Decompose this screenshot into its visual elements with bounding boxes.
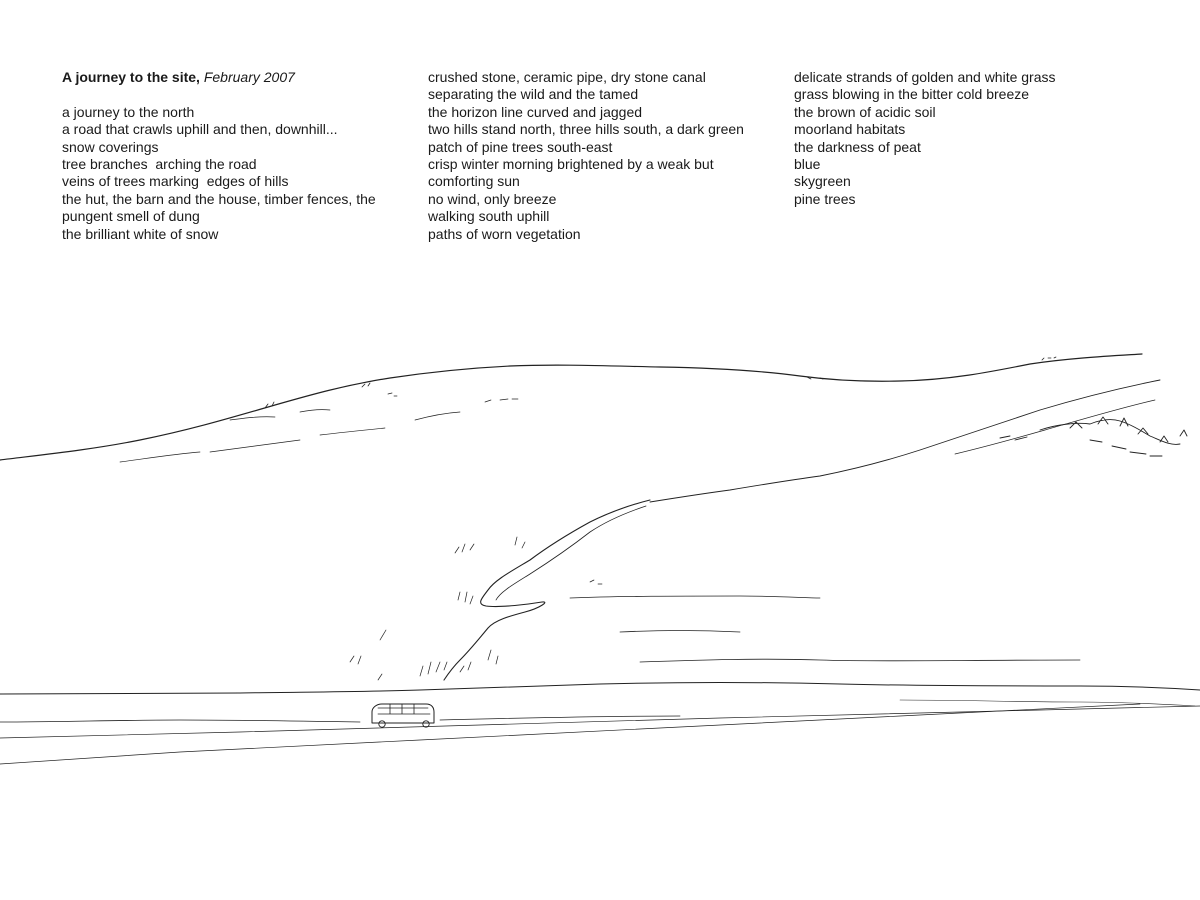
poem-line: the brilliant white of snow [62, 225, 219, 242]
poem-line: the hut, the barn and the house, timber fences, the [62, 190, 376, 207]
poem-line: a road that crawls uphill and then, downhill... [62, 121, 338, 138]
poem-line: crushed stone, ceramic pipe, dry stone canal [428, 69, 706, 85]
field-line [570, 596, 1080, 662]
poem-line: no wind, only breeze [428, 190, 557, 207]
ridge-marks [265, 357, 1056, 408]
hill-line-right [650, 380, 1160, 502]
poem-line: pungent smell of dung [62, 208, 200, 225]
poem-line: walking south uphill [428, 208, 550, 225]
poem-line: snow coverings [62, 138, 159, 155]
poem-line: two hills stand north, three hills south, a dark green [428, 121, 744, 138]
poem-line: moorland habitats [794, 121, 906, 138]
poem-line: crisp winter morning brightened by a weak but [428, 156, 714, 173]
poem-line: comforting sun [428, 173, 520, 190]
poem-line: skygreen [794, 173, 851, 190]
hill-line-right-2 [955, 400, 1155, 454]
poem-line: the horizon line curved and jagged [428, 103, 643, 120]
road-lane-1 [0, 716, 680, 722]
winding-path [444, 500, 650, 680]
van-sketch [372, 704, 434, 727]
poem-line: a journey to the north [62, 103, 195, 120]
poem-line: separating the wild and the tamed [428, 86, 639, 103]
road-lane-2 [0, 706, 1200, 738]
poem-line: blue [794, 156, 821, 173]
poem-line: patch of pine trees south-east [428, 138, 613, 155]
poem-title: A journey to the site, [62, 69, 200, 85]
grass-scribbles [350, 537, 602, 680]
poem-line: paths of worn vegetation [428, 225, 581, 242]
poem-date: February 2007 [199, 69, 295, 85]
horizon-line [0, 354, 1142, 460]
poem-line: grass blowing in the bitter cold breeze [794, 86, 1030, 103]
poem-line: tree branches arching the road [62, 156, 257, 173]
poem-line: delicate strands of golden and white grass [794, 69, 1056, 85]
poem-line: the brown of acidic soil [794, 103, 936, 120]
poem-line: the darkness of peat [794, 138, 921, 155]
road-top [0, 683, 1200, 695]
pine-cluster [1000, 417, 1187, 456]
road-lane-4 [900, 700, 1195, 706]
poem-line: pine trees [794, 190, 856, 207]
poem-line: veins of trees marking edges of hills [62, 173, 289, 190]
winding-path-edge [496, 506, 646, 600]
